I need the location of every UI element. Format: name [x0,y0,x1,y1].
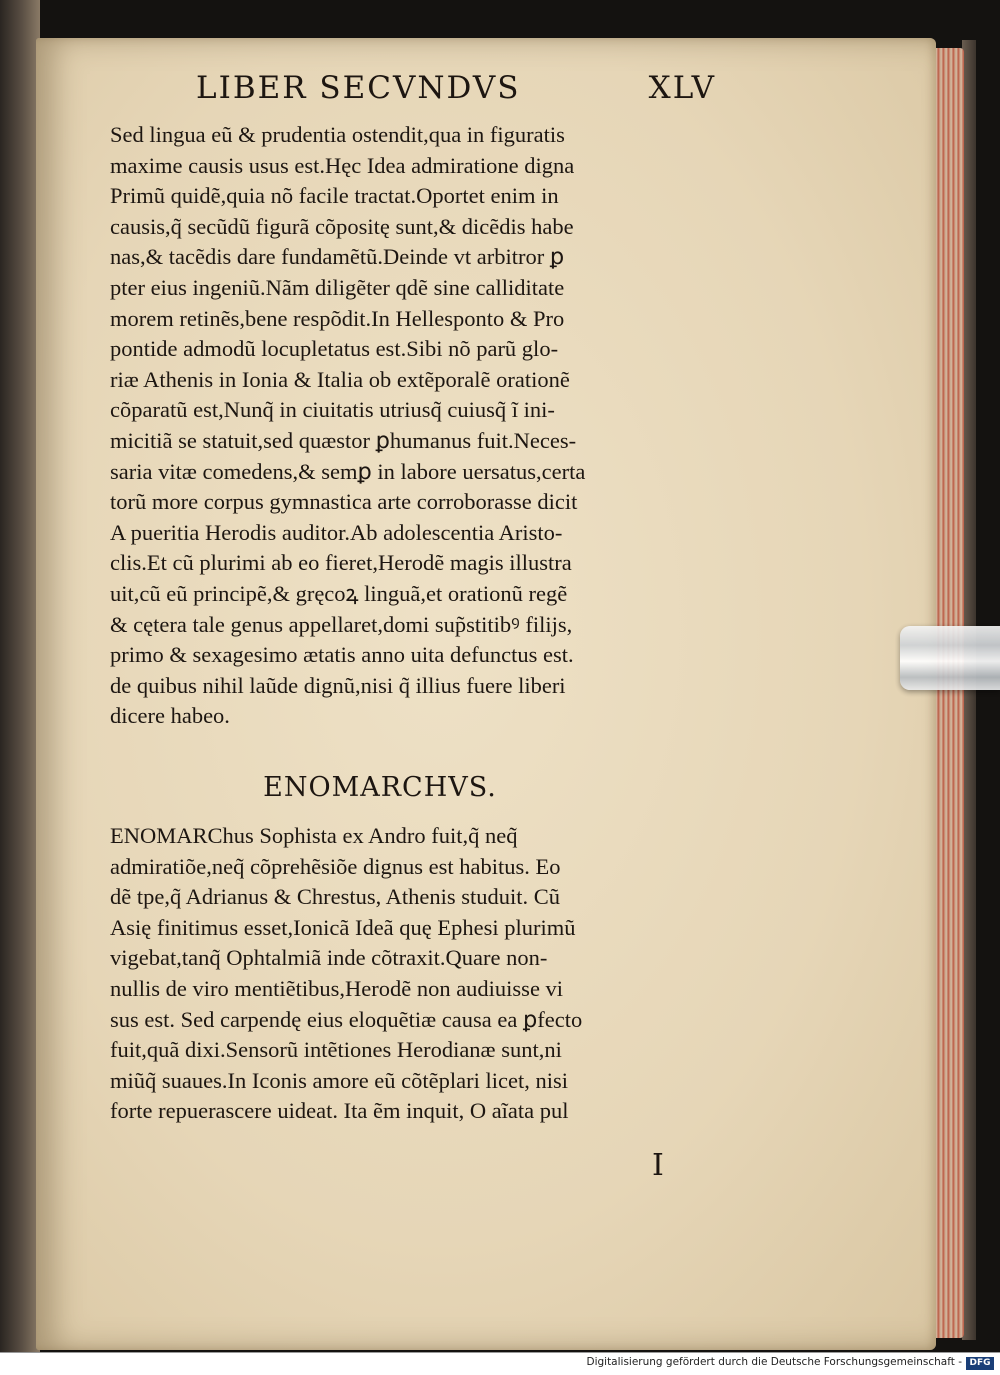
text-line: nas,& tacẽdis dare fundamẽtũ.Deinde vt arbitror ꝑ [110,244,565,270]
text-line: causis,q̃ secũdũ figurã cõpositę sunt,& dicẽdis habe [110,213,574,239]
book-spine-edge [0,0,40,1352]
text-line: Asię finitimus esset,Ionicã Ideã quę Ephesi plurimũ [110,914,576,940]
text-line: cõparatũ est,Nunq̃ in ciuitatis utriusq̃ cuiusq̃ ĩ ini- [110,397,555,423]
body-text [110,120,770,732]
text-line: miũq̃ suaues.In Iconis amore eũ cõtẽplari licet, nisi [110,1067,568,1093]
text-line: & cętera tale genus appellaret,domi sup̃stitibꝰ filijs, [110,611,573,637]
book-clamp [900,626,1000,690]
text-line: ENOMARChus Sophista ex Andro fuit,q̃ neq̃ [110,823,518,848]
running-title: LIBER SECVNDVS [196,70,521,106]
text-line: saria vitæ comedens,& semꝑ in labore uersatus,certa [110,458,586,484]
text-line: riæ Athenis in Ionia & Italia ob extẽporalẽ orationẽ [110,366,570,392]
text-line: Primũ quidẽ,quia nõ facile tractat.Oportet enim in [110,183,559,209]
text-line: primo & sexagesimo ætatis anno uita defunctus est. [110,642,574,668]
text-line: uit,cũ eũ principẽ,& gręcoꝝ linguã,et orationũ regẽ [110,580,568,606]
page-header [196,70,716,120]
text-line: admiratiõe,neq̃ cõprehẽsiõe dignus est habitus. Eo [110,853,561,879]
section-text [110,821,770,1127]
book-cover-edge [962,40,976,1340]
text-line: dicere habeo. [110,703,230,729]
text-line: de quibus nihil laũde dignũ,nisi q̃ illius fuere liberi [110,672,566,698]
text-line: maxime causis usus est.Hęc Idea admiratione digna [110,152,575,178]
text-line: pter eius ingeniũ.Nãm diligẽter qdẽ sine calliditate [110,274,565,300]
dfg-logo: DFG [966,1357,994,1370]
text-line: A pueritia Herodis auditor.Ab adolescentia Aristo- [110,519,563,545]
funding-credit: Digitalisierung gefördert durch die Deutsche Forschungsgemeinschaft - [586,1356,962,1368]
text-line: torũ more corpus gymnastica arte corroborasse dicit [110,489,578,515]
text-line: nullis de viro mentiẽtibus,Herodẽ non audiuisse vi [110,975,564,1001]
text-line: dẽ tpe,q̃ Adrianus & Chrestus, Athenis studuit. Cũ [110,884,560,910]
folio-number: XLV [648,70,716,106]
text-line: forte repuerascere uideat. Ita ẽm inquit, O aĩata pul [110,1098,569,1124]
text-line: sus est. Sed carpendę eius eloquẽtiæ causa ea ꝑfecto [110,1006,583,1032]
text-line: clis.Et cũ plurimi ab eo fieret,Herodẽ magis illustra [110,550,572,576]
text-line: vigebat,tanq̃ Ophtalmiã inde cõtraxit.Quare non- [110,945,548,971]
digitization-footer [0,1352,1000,1375]
text-line: micitiã se statuit,sed quæstor ꝑhumanus fuit.Neces- [110,427,577,453]
text-line: morem retinẽs,bene respõdit.In Hellesponto & Pro [110,305,565,331]
signature-mark: I [652,1148,664,1183]
text-line: fuit,quã dixi.Sensorũ intẽtiones Herodianæ sunt,ni [110,1037,562,1063]
section-heading: ENOMARCHVS. [263,772,497,803]
text-line: Sed lingua eũ & prudentia ostendit,qua in figuratis [110,122,565,147]
text-line: pontide admodũ locupletatus est.Sibi nõ parũ glo- [110,336,559,362]
